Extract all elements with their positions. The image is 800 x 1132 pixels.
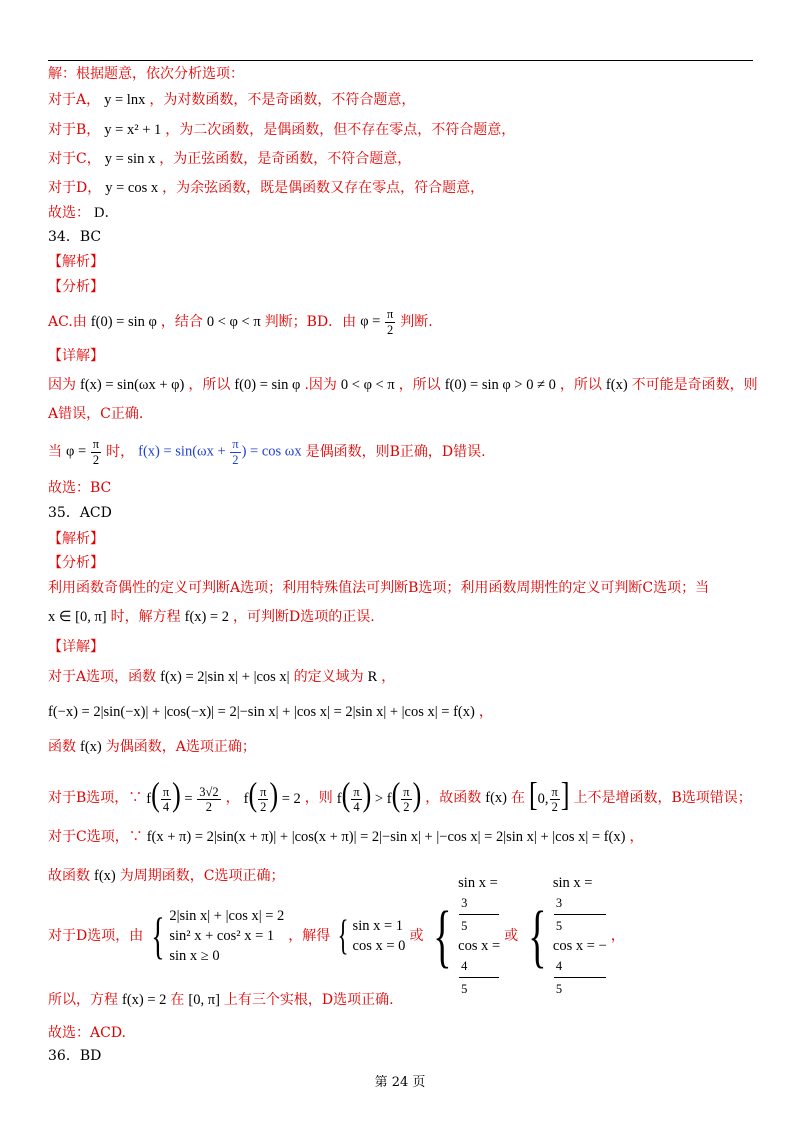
q35-xiangjie-heading: 【详解】 <box>48 639 104 655</box>
q33-option-b: 对于B， y = x² + 1 ，为二次函数，是偶函数，但不存在零点，不符合题意， <box>48 122 516 138</box>
q34-answer: 故选：BC <box>48 480 112 496</box>
q34-detail-line1: 因为 f(x) = sin(ωx + φ) ，所以 f(0) = sin φ .因为 0 < φ < π ，所以 f(0) = sin φ > 0 ≠ 0 ，所以 f(x) 不可能是奇函数，则 <box>48 377 758 393</box>
header-rule <box>48 60 753 61</box>
q33-option-c: 对于C， y = sin x ，为正弦函数，是奇函数，不符合题意， <box>48 151 412 167</box>
q34-detail-line3: 当 φ = $\frac{\pi}{2}$ 时， f(x) = sin(ωx + $\frac{\pi}{2}$ ) = cos ωx 是偶函数，则B正确，D错误. <box>48 437 486 467</box>
q35-analysis-line2: x ∈ [0, π] 时，解方程 f(x) = 2 ，可判断D选项的正误. <box>48 609 375 625</box>
q35-analysis-line1: 利用函数奇偶性的定义可判断A选项；利用特殊值法可判断B选项；利用函数周期性的定义可判断C选项；当 <box>48 580 710 596</box>
q35-answer: 故选：ACD. <box>48 1025 126 1041</box>
q34-analysis: AC.由 f(0) = sin φ ，结合 0 < φ < π 判断；BD．由 φ = $\frac{\pi}{2}$ 判断. <box>48 307 433 337</box>
solution-system-1: { sin x = 1 cos x = 0 <box>337 912 406 960</box>
q33-option-a: 对于A， y = lnx ，为对数函数，不是奇函数，不符合题意， <box>48 92 416 108</box>
q34-xiangjie-heading: 【详解】 <box>48 348 104 364</box>
equation-system-1: { 2|sin x| + |cos x| = 2 sin² x + cos² x = 1 sin x ≥ 0 <box>151 907 285 964</box>
q34-detail-line2: A错误，C正确. <box>48 406 144 422</box>
q33-option-d: 对于D， y = cos x ，为余弦函数，既是偶函数又存在零点，符合题意， <box>48 180 485 196</box>
q35-c-line2: 故函数 f(x) 为周期函数，C选项正确； <box>48 868 285 884</box>
q33-intro: 解：根据题意，依次分析选项： <box>48 66 244 82</box>
page-number: 第 24 页 <box>374 1075 426 1090</box>
q35-b-line: 对于B选项，∵ f( $\frac{\pi}{4}$ ) = $\frac{3√2}{2}$ ， f( $\frac{\pi}{2}$ ) = 2 ，则 f( $\frac{\pi}{4}$ ) > f( $\frac{\pi}{2}$ ) ，故函数 f(x) 在 [0, $\frac{\pi}{2}$ ] 上不是增函数，B选项错误； <box>48 775 752 815</box>
q35-number: 35．ACD <box>48 505 112 521</box>
q35-jiexi-heading: 【解析】 <box>48 531 104 547</box>
q34-fenxi-heading: 【分析】 <box>48 279 104 295</box>
q35-a-line2: f(−x) = 2|sin(−x)| + |cos(−x)| = 2|−sin x| + |cos x| = 2|sin x| + |cos x| = f(x) ， <box>48 704 493 720</box>
q33-answer: 故选： D． <box>48 205 119 221</box>
q34-number: 34．BC <box>48 229 102 245</box>
q35-d-line: 对于D选项，由 { 2|sin x| + |cos x| = 2 sin² x + cos² x = 1 sin x ≥ 0 ，解得 { sin x = 1 cos x = 0 或 { sin x = 3 5 cos x = 4 5 或 { sin x = 3 5 cos x = − 4 5 ， <box>48 896 625 976</box>
q35-a-line1: 对于A选项，函数 f(x) = 2|sin x| + |cos x| 的定义域为 R ， <box>48 669 396 685</box>
q36-number: 36．BD <box>48 1048 102 1064</box>
q35-c-line1: 对于C选项，∵ f(x + π) = 2|sin(x + π)| + |cos(x + π)| = 2|−sin x| + |−cos x| = 2|sin x| + |cos x| = f(x) ， <box>48 829 644 845</box>
solution-system-2: { sin x = 3 5 cos x = 4 5 <box>433 875 501 996</box>
q35-a-line3: 函数 f(x) 为偶函数，A选项正确； <box>48 739 256 755</box>
q35-fenxi-heading: 【分析】 <box>48 555 104 571</box>
q34-jiexi-heading: 【解析】 <box>48 254 104 270</box>
solution-system-3: { sin x = 3 5 cos x = − 4 5 <box>528 875 607 996</box>
q35-e-line: 所以，方程 f(x) = 2 在 [0, π] 上有三个实根，D选项正确. <box>48 992 394 1008</box>
